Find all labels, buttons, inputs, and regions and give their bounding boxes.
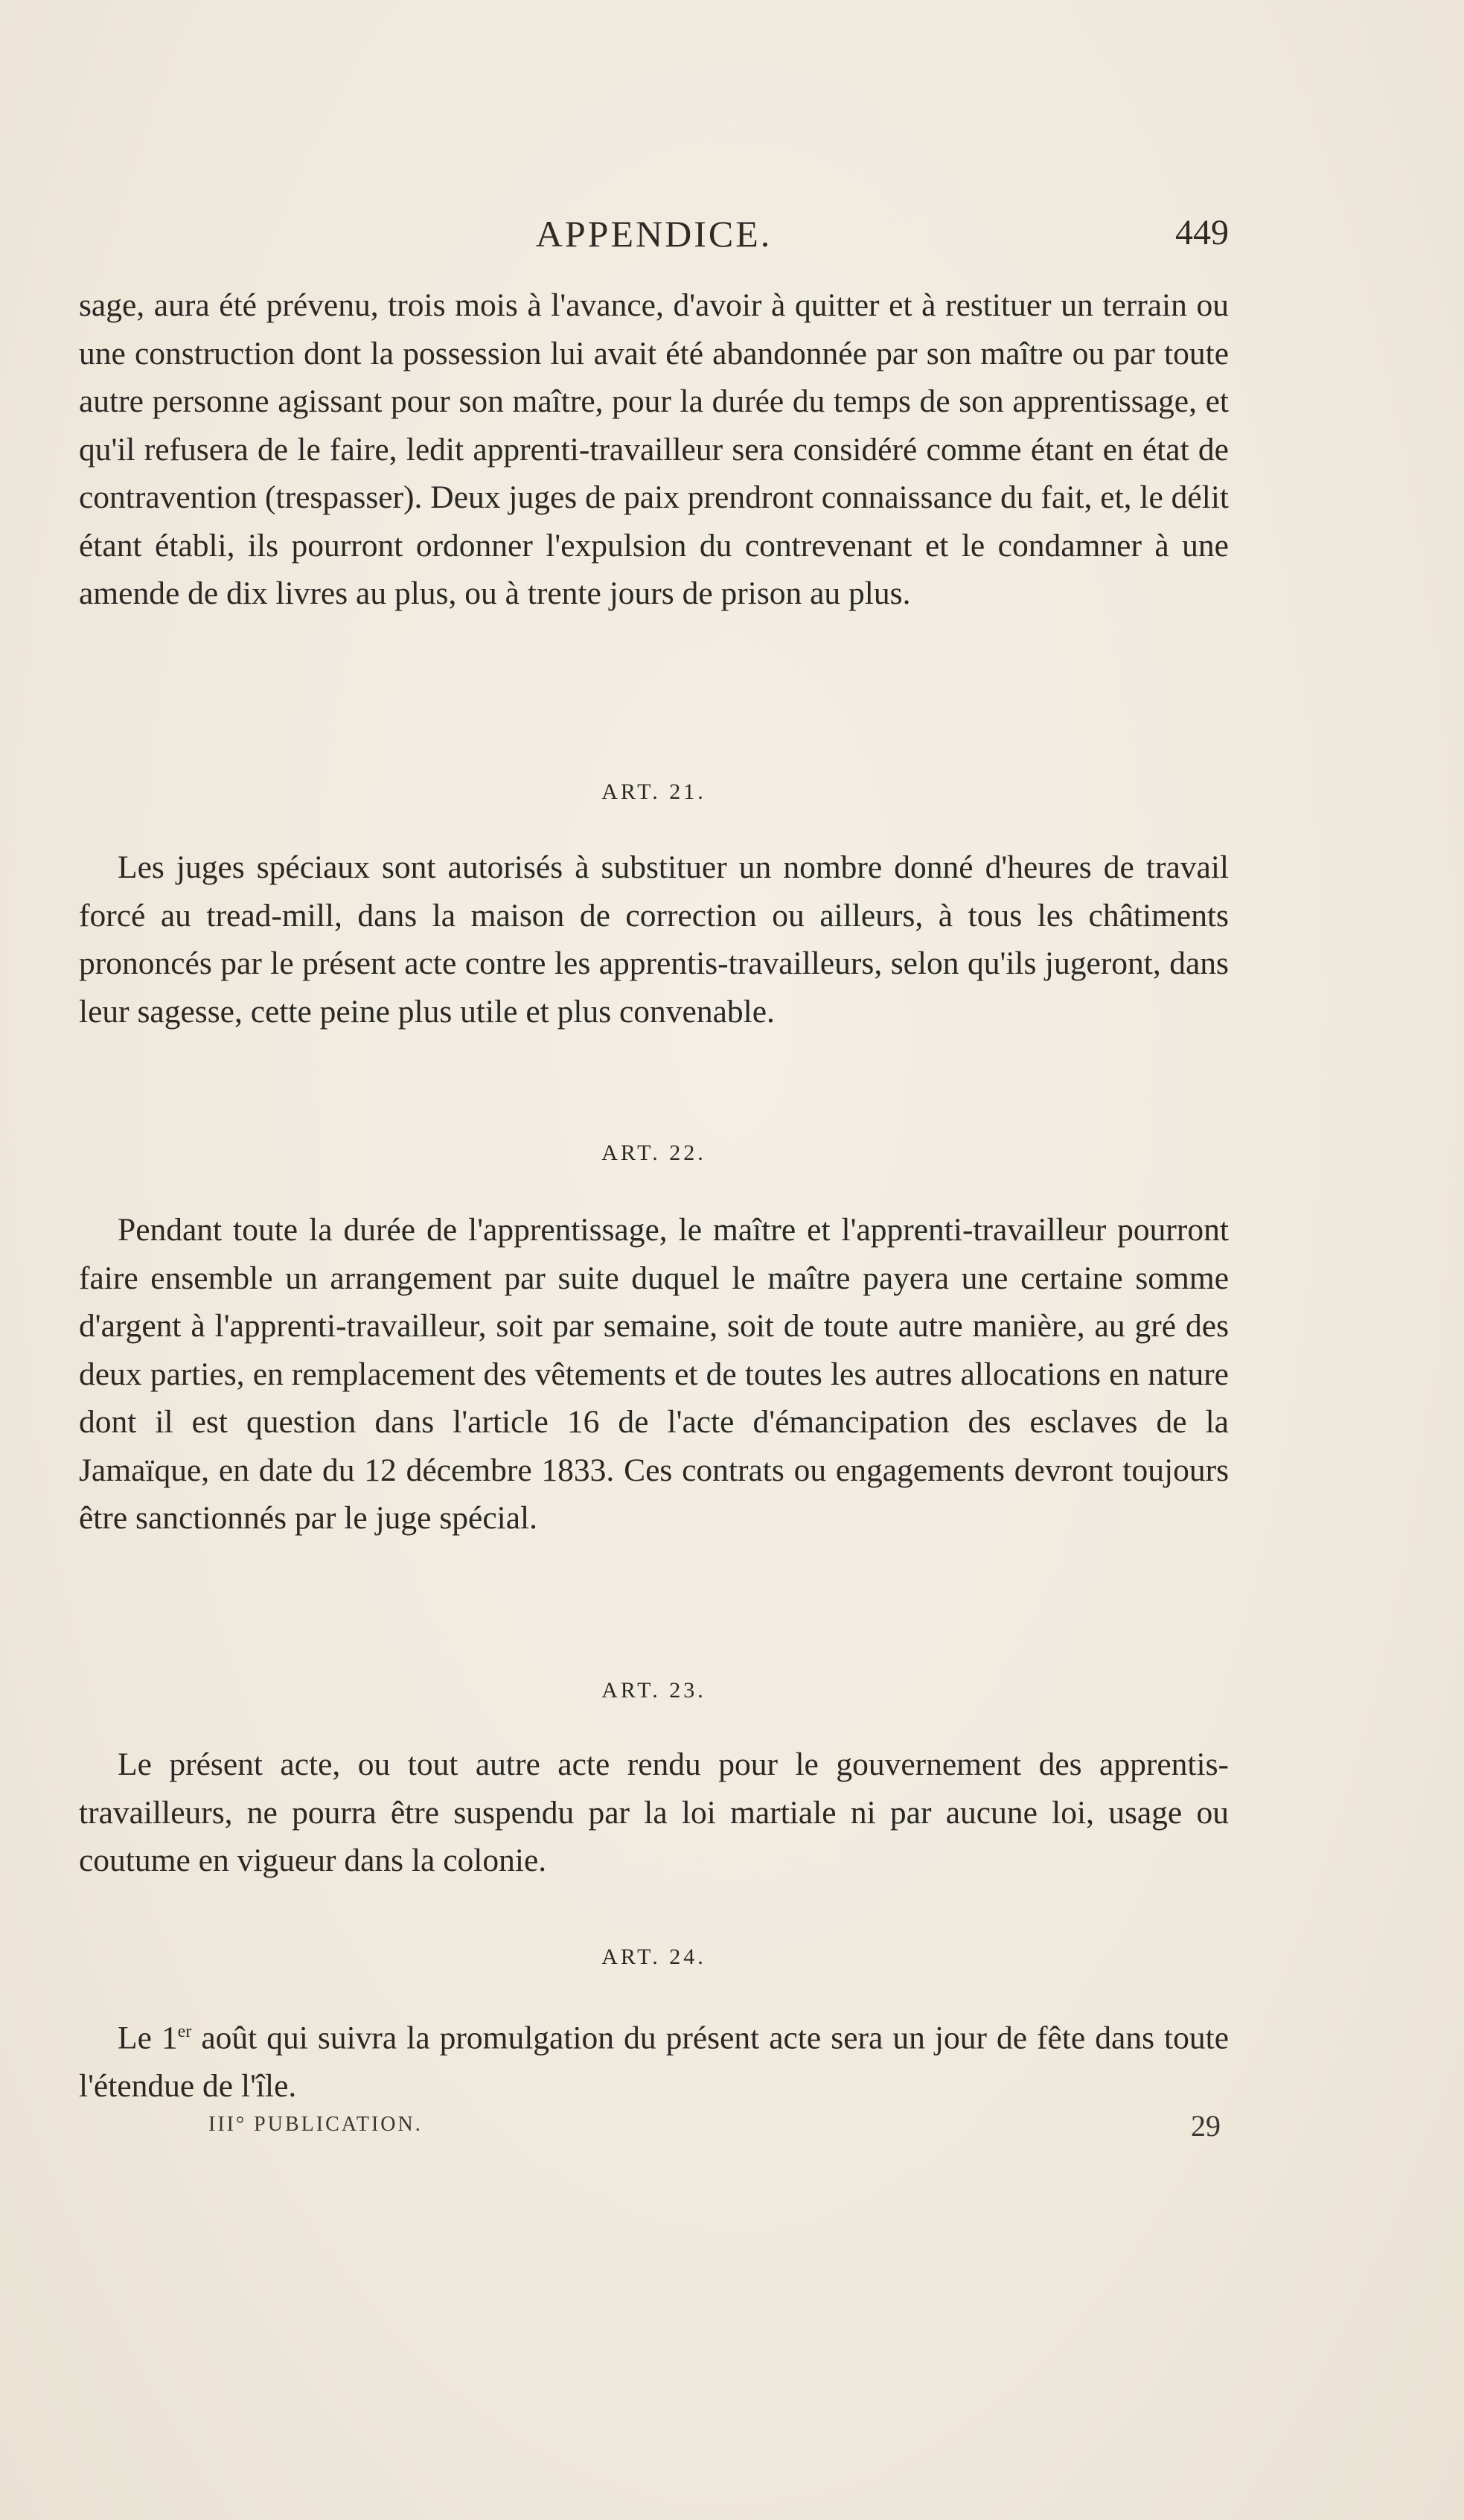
- signature-mark: III° PUBLICATION.: [208, 2113, 423, 2136]
- paragraph-text: sage, aura été prévenu, trois mois à l'avance, d'avoir à quitter et à restituer un terrain ou une construction dont la possession lui avait été abandonnée par son maître ou par toute autre personne agissant pour son maître, pour la durée du temps de son apprentissage, et qu'il refusera de le faire, ledit apprenti-travailleur sera considéré comme étant en état de contravention (trespasser). Deux juges de paix prendront connaissance du fait, et, le délit étant établi, ils pourront ordonner l'expulsion du contrevenant et le condamner à une amende de dix livres au plus, ou à trente jours de prison au plus.: [79, 287, 1229, 611]
- superscript: er: [177, 2022, 192, 2041]
- article-heading: ART. 21.: [601, 779, 706, 804]
- page-title: APPENDICE.: [535, 213, 773, 255]
- article-heading: ART. 23.: [601, 1678, 706, 1703]
- article-22: [79, 1141, 1229, 1166]
- sheet-number: 29: [1191, 2109, 1221, 2143]
- article-text-part: août qui suivra la promulgation du présent acte sera un jour de fête dans toute l'étendue de l'île.: [79, 2020, 1229, 2104]
- article-text: Le présent acte, ou tout autre acte rendu pour le gouvernement des apprentis-travailleurs, ne pourra être suspendu par la loi martiale ni par aucune loi, usage ou coutume en vigueur dans la colonie.: [79, 1747, 1229, 1878]
- article-heading: ART. 22.: [601, 1141, 706, 1165]
- article-21-body: [79, 843, 1229, 1036]
- article-24: [79, 1945, 1229, 1970]
- article-23-body: [79, 1741, 1229, 1885]
- running-header: [79, 212, 1229, 257]
- article-text-part: Le 1: [118, 2020, 178, 2056]
- article-24-body: [79, 2008, 1229, 2111]
- article-heading: ART. 24.: [601, 1945, 706, 1969]
- article-text: Pendant toute la durée de l'apprentissage, le maître et l'apprenti-travailleur pourront faire ensemble un arrangement par suite duquel le maître payera une certaine somme d'argent à l'apprenti-travailleur, soit par semaine, soit de toute autre manière, au gré des deux parties, en remplacement des vêtements et de toutes les autres allocations en nature dont il est question dans l'article 16 de l'acte d'émancipation des esclaves de la Jamaïque, en date du 12 décembre 1833. Ces contrats ou engagements devront toujours être sanctionnés par le juge spécial.: [79, 1212, 1229, 1536]
- article-21: [79, 779, 1229, 805]
- article-23: [79, 1678, 1229, 1703]
- paragraph-continuation: [79, 281, 1229, 618]
- article-text: Les juges spéciaux sont autorisés à substituer un nombre donné d'heures de travail forcé au tread-mill, dans la maison de correction ou ailleurs, à tous les châtiments prononcés par le présent acte contre les apprentis-travailleurs, selon qu'ils jugeront, dans leur sagesse, cette peine plus utile et plus convenable.: [79, 849, 1229, 1030]
- page-number: 449: [1175, 213, 1229, 252]
- article-text: [79, 2008, 1229, 2111]
- article-22-body: [79, 1206, 1229, 1543]
